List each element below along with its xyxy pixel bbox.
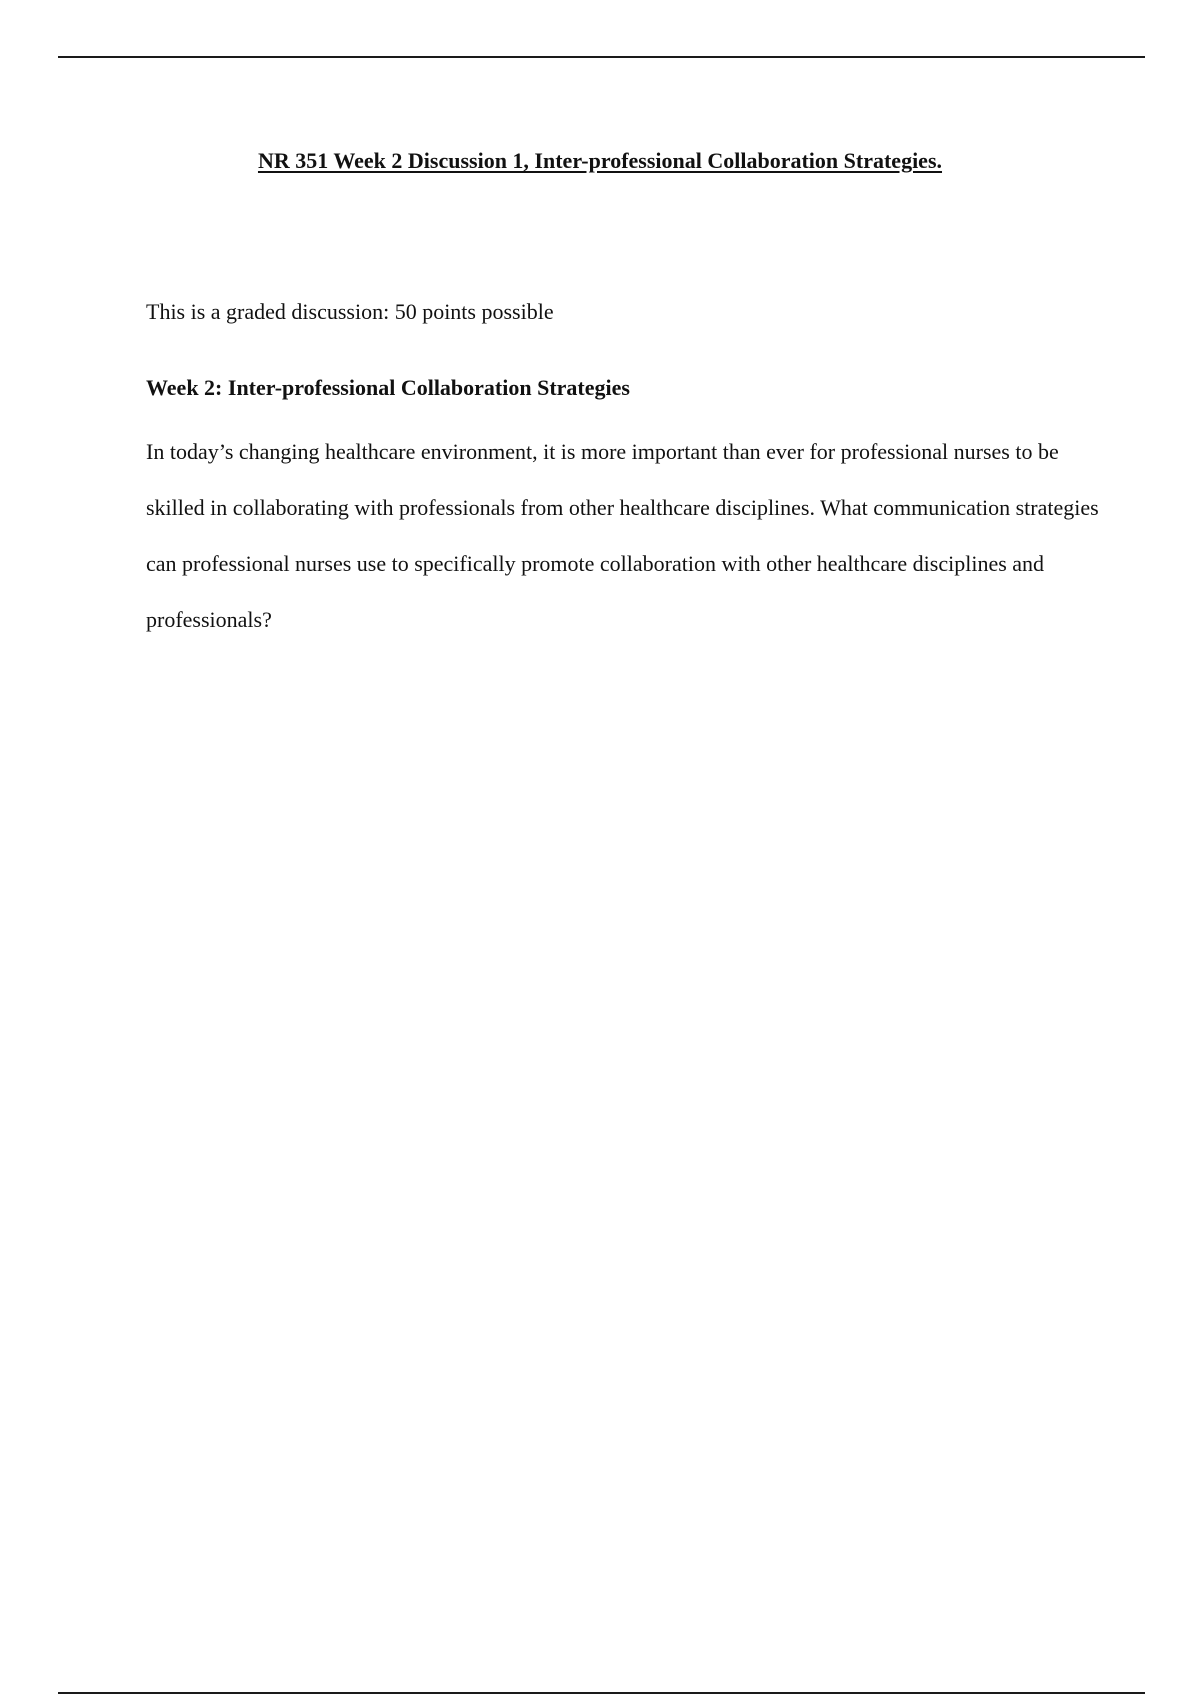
graded-discussion-note: This is a graded discussion: 50 points possible <box>146 299 554 324</box>
document-title: NR 351 Week 2 Discussion 1, Inter-professional Collaboration Strategies. <box>257 148 943 173</box>
document-body <box>146 296 1106 648</box>
section-heading: Week 2: Inter-professional Collaboration Strategies <box>146 375 630 400</box>
bottom-divider <box>58 1692 1145 1694</box>
top-divider <box>58 56 1145 58</box>
discussion-prompt: In today’s changing healthcare environment, it is more important than ever for professional nurses to be skilled in collaborating with professionals from other healthcare disciplines. What communication strategies can professional nurses use to specifically promote collaboration with other healthcare disciplines and professionals? <box>146 439 1099 632</box>
